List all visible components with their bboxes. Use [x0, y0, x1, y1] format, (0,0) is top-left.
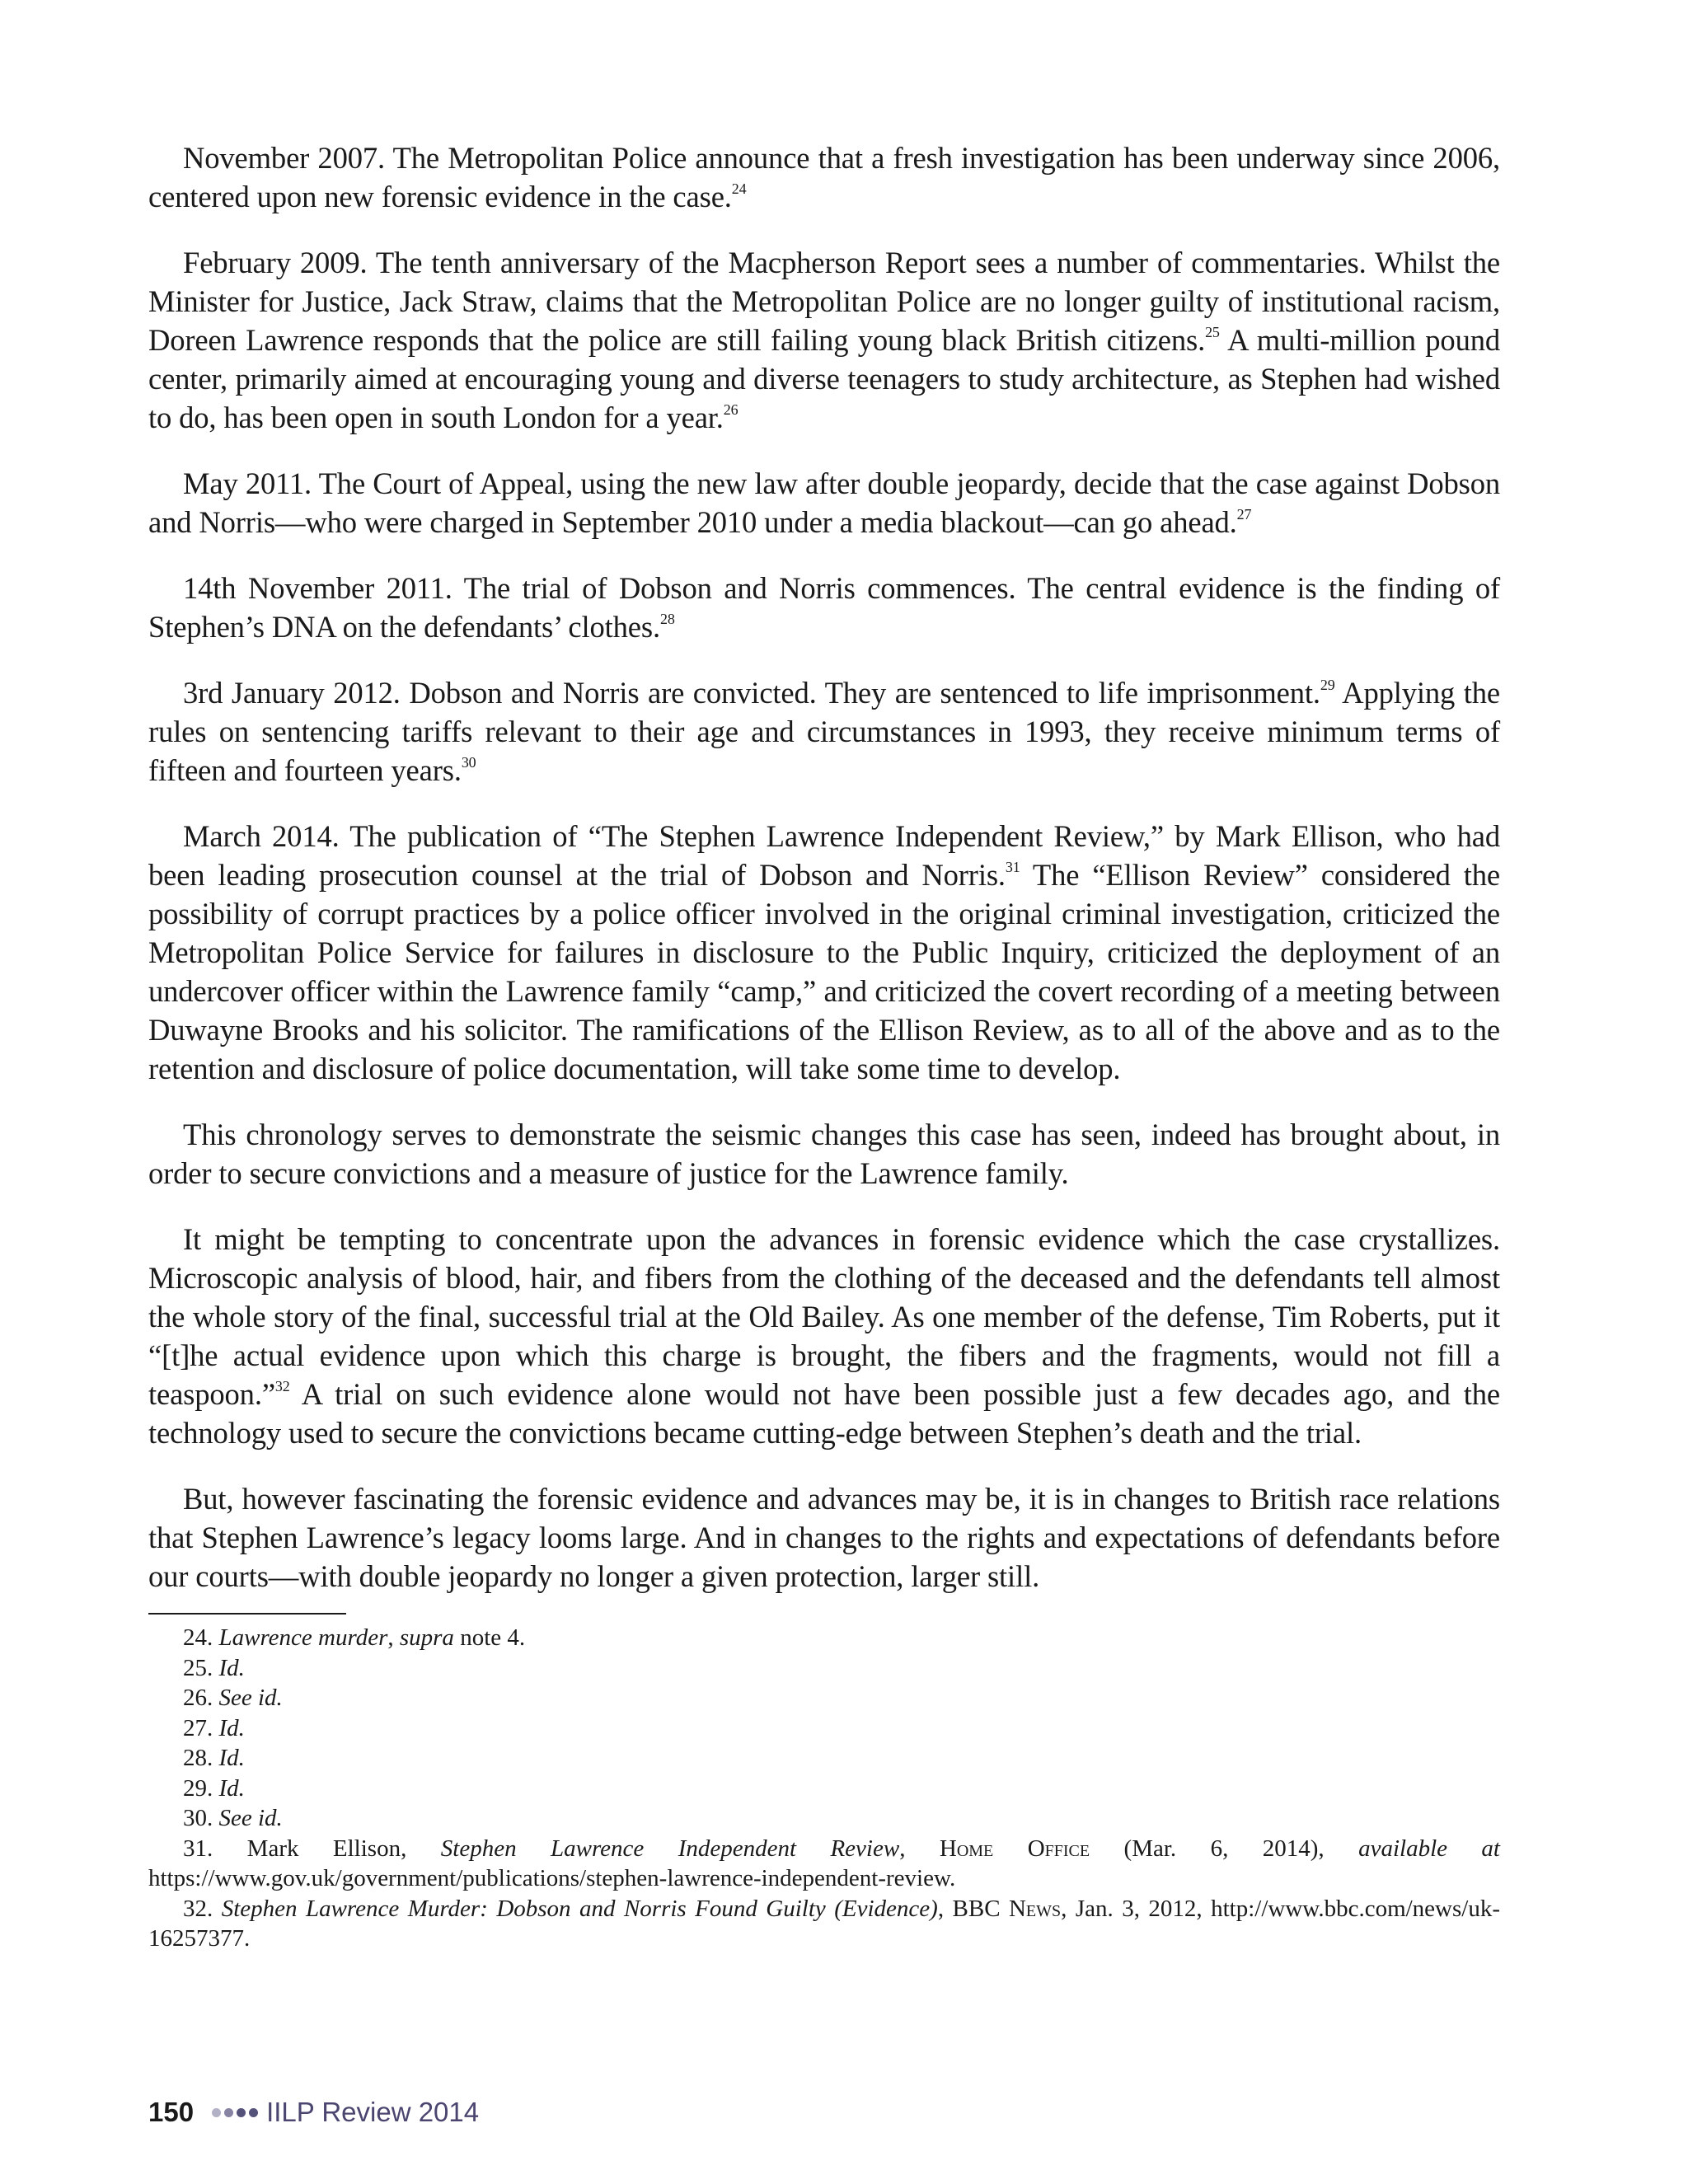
- italic-text: Id.: [218, 1714, 245, 1741]
- text-run: February 2009. The tenth anniversary of the Macpherson Report sees a number of commentaries. Whilst the Minister for Justice, Jack Straw, claims that the Metropolitan Police are no longer guilty of institutional racism, Doreen Lawrence responds that the police are still failing young black British citizens.: [148, 246, 1500, 357]
- text-run: (Mar. 6, 2014),: [1090, 1835, 1359, 1862]
- footnote-reference: 26: [723, 401, 738, 418]
- footnote: [148, 1653, 1500, 1684]
- text-run: A multi-million pound center, primarily aimed at encouraging young and diverse teenagers to study architecture, as Stephen had wished to do, has been open in south London for a year.: [148, 323, 1500, 434]
- italic-text: Stephen Lawrence Murder: Dobson and Norris Found Guilty (Evidence): [221, 1895, 938, 1922]
- italic-text: Id.: [218, 1774, 245, 1802]
- footer-dot: [237, 2108, 246, 2117]
- footnote-reference: 30: [461, 754, 476, 771]
- text-run: May 2011. The Court of Appeal, using the new law after double jeopardy, decide that the case against Dobson and Norris—who were charged in September 2010 under a media blackout—can go ahead.: [148, 466, 1500, 539]
- footnote-reference: 31: [1005, 859, 1020, 875]
- body-paragraph: [148, 243, 1500, 437]
- text-run: note 4.: [453, 1624, 526, 1651]
- footnote-reference: 27: [1236, 506, 1252, 523]
- footnote-reference: 29: [1320, 677, 1335, 693]
- footnote-reference: 24: [731, 180, 747, 197]
- italic-text: available at: [1358, 1835, 1500, 1862]
- footnote: [148, 1834, 1500, 1894]
- text-run: Applying the rules on sentencing tariffs relevant to their age and circumstances in 1993, they receive minimum terms of fifteen and fourteen years.: [148, 676, 1500, 787]
- smallcaps-text: News: [1008, 1895, 1062, 1922]
- text-run: A trial on such evidence alone would not have been possible just a few decades ago, and the technology used to secure the convictions became cutting-edge between Stephen’s death and the trial.: [148, 1377, 1500, 1450]
- page-footer: [148, 2097, 479, 2128]
- text-run: 25.: [183, 1654, 219, 1681]
- footnote-reference: 25: [1205, 324, 1220, 340]
- footnote: [148, 1894, 1500, 1954]
- body-paragraph: [148, 673, 1500, 790]
- footnote: [148, 1743, 1500, 1774]
- text-run: 26.: [183, 1685, 219, 1711]
- body-paragraph: [148, 1220, 1500, 1452]
- text-run: It might be tempting to concentrate upon the advances in forensic evidence which the case crystallizes. Microscopic analysis of blood, hair, and fibers from the clothing of the deceased and the defendants tell almost the whole story of the final, successful trial at the Old Bailey. As one member of the defense, Tim Roberts, put it “[t]he actual evidence upon which this charge is brought, the fibers and the fragments, would not fill a teaspoon.”: [148, 1222, 1500, 1411]
- text-run: This chronology serves to demonstrate the seismic changes this case has seen, indeed has brought about, in order to secure convictions and a measure of justice for the Lawrence family.: [148, 1118, 1500, 1190]
- body-paragraph: [148, 817, 1500, 1088]
- footnote-reference: 28: [659, 611, 675, 627]
- footnote-reference: 32: [274, 1378, 290, 1394]
- text-run: 28.: [183, 1745, 219, 1771]
- text-run: March 2014. The publication of “The Stephen Lawrence Independent Review,” by Mark Ellison, who had been leading prosecution counsel at the trial of Dobson and Norris.: [148, 819, 1500, 892]
- footer-dots-ornament: [212, 2108, 258, 2117]
- text-run: 24.: [183, 1624, 219, 1651]
- page-number: 150: [148, 2097, 195, 2127]
- smallcaps-text: Home Office: [939, 1835, 1090, 1862]
- journal-title: IILP Review 2014: [266, 2097, 480, 2127]
- footer-dot: [224, 2108, 233, 2117]
- text-run: 27.: [183, 1714, 219, 1741]
- body-paragraph: [148, 1479, 1500, 1596]
- italic-text: Stephen Lawrence Independent Review: [440, 1835, 900, 1862]
- italic-text: Id.: [218, 1654, 245, 1681]
- italic-text: See id.: [218, 1805, 283, 1831]
- footnotes-section: [148, 1623, 1500, 1954]
- footnote: [148, 1713, 1500, 1744]
- text-run: 14th November 2011. The trial of Dobson and Norris commences. The central evidence is the finding of Stephen’s DNA on the defendants’ clothes.: [148, 571, 1500, 644]
- text-run: 32.: [183, 1895, 222, 1922]
- text-run: The “Ellison Review” considered the possibility of corrupt practices by a police officer involved in the original criminal investigation, criticized the Metropolitan Police Service for failures in disclosure to the Public Inquiry, criticized the deployment of an undercover officer within the Lawrence family “camp,” and criticized the covert recording of a meeting between Duwayne Brooks and his solicitor. The ramifications of the Ellison Review, as to all of the above and as to the retention and disclosure of police documentation, will take some time to develop.: [148, 858, 1500, 1085]
- footnote: [148, 1683, 1500, 1713]
- body-paragraph: [148, 464, 1500, 541]
- text-run: November 2007. The Metropolitan Police announce that a fresh investigation has been underway since 2006, centered upon new forensic evidence in the case.: [148, 141, 1500, 213]
- text-run: https://www.gov.uk/government/publications/stephen-lawrence-independent-review.: [148, 1865, 956, 1891]
- body-paragraph: [148, 1115, 1500, 1193]
- footnote: [148, 1774, 1500, 1804]
- text-run: But, however fascinating the forensic evidence and advances may be, it is in changes to British race relations that Stephen Lawrence’s legacy looms large. And in changes to the rights and expectations of defendants before our courts—with double jeopardy no longer a given protection, larger still.: [148, 1482, 1500, 1593]
- footer-dot: [212, 2108, 221, 2117]
- footnote: [148, 1803, 1500, 1834]
- italic-text: supra: [399, 1624, 454, 1651]
- text-run: , BBC: [937, 1895, 1009, 1922]
- italic-text: Id.: [218, 1745, 245, 1771]
- italic-text: Lawrence murder: [218, 1624, 388, 1651]
- text-run: 3rd January 2012. Dobson and Norris are convicted. They are sentenced to life imprisonment.: [183, 676, 1320, 710]
- footnote-divider: [148, 1613, 346, 1615]
- body-paragraph: [148, 138, 1500, 216]
- italic-text: See id.: [218, 1685, 283, 1711]
- body-paragraph: [148, 569, 1500, 646]
- page-content: [148, 138, 1500, 1954]
- footer-dot: [249, 2108, 258, 2117]
- footnote: [148, 1623, 1500, 1653]
- text-run: ,: [387, 1624, 400, 1651]
- text-run: , Jan. 3, 2012, http://www.bbc.com/news/uk-16257377.: [148, 1895, 1500, 1952]
- text-run: 30.: [183, 1805, 219, 1831]
- text-run: ,: [899, 1835, 940, 1862]
- text-run: 31. Mark Ellison,: [183, 1835, 441, 1862]
- text-run: 29.: [183, 1774, 219, 1802]
- body-text-column: [148, 138, 1500, 1596]
